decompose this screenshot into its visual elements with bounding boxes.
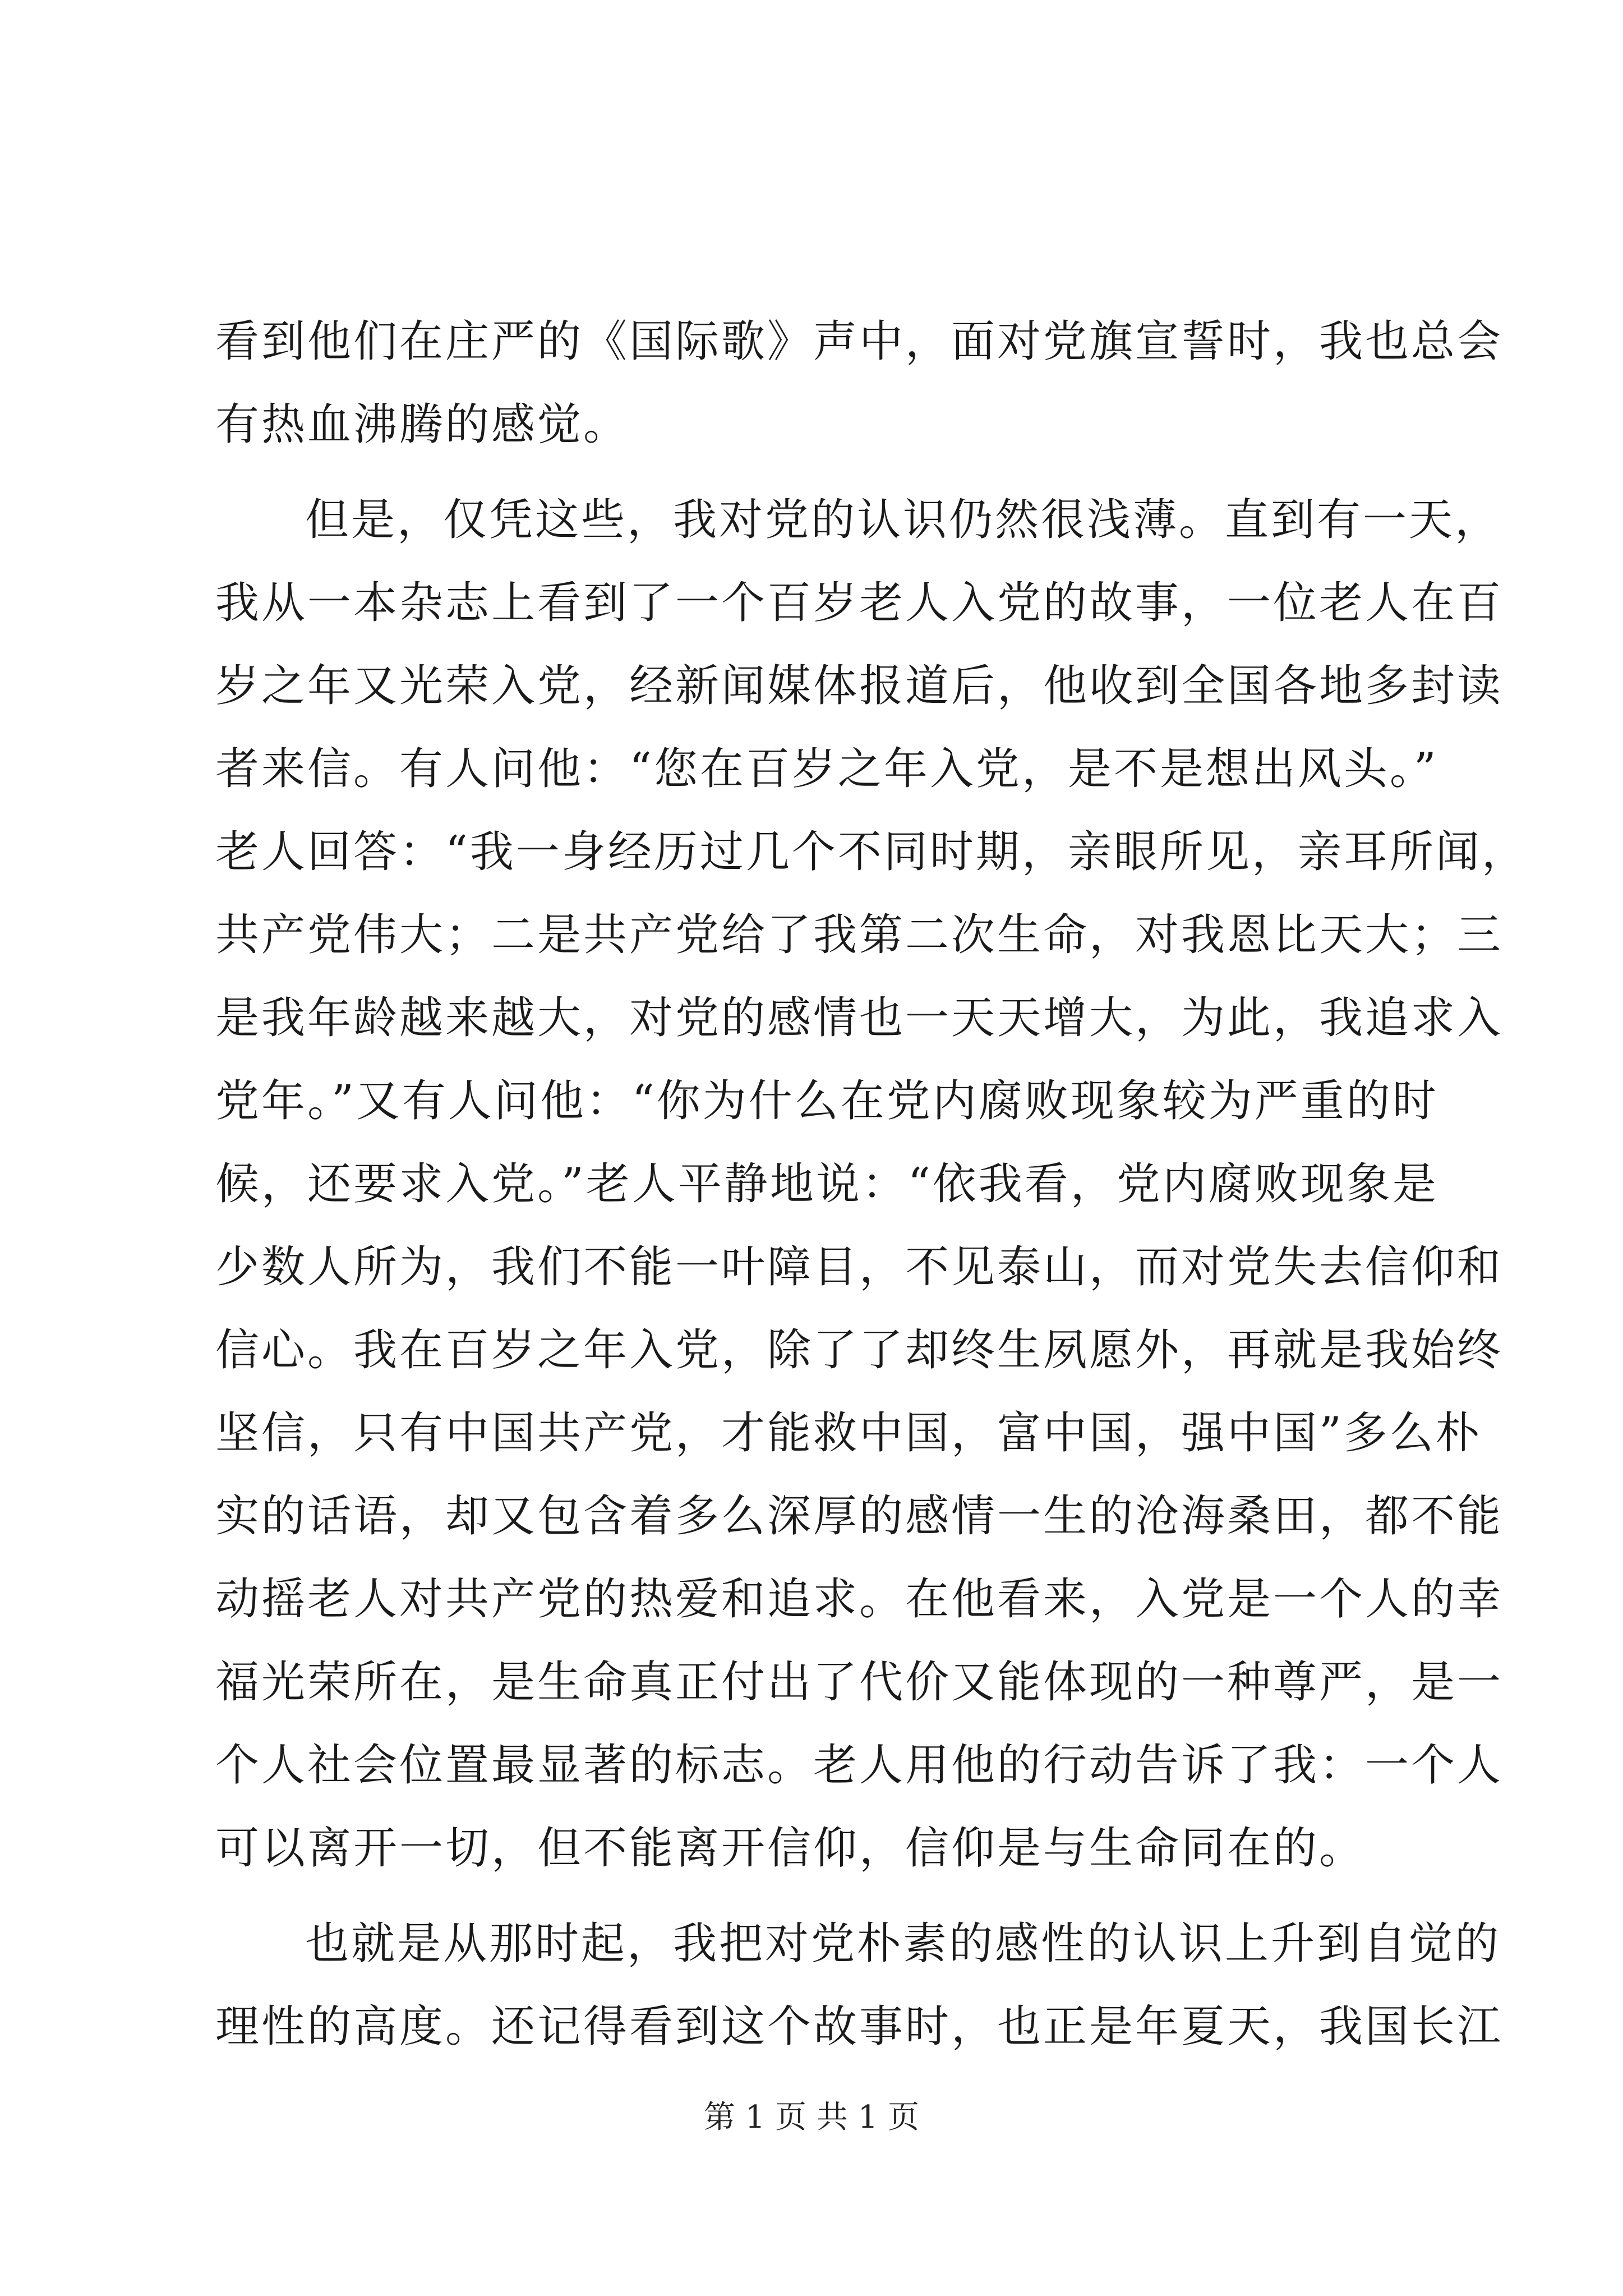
paragraph xyxy=(215,300,1504,466)
text-line: 党年。”又有人问他：“你为什么在党内腐败现象较为严重的时 xyxy=(215,1076,1438,1126)
text-line: 候，还要求入党。”老人平静地说：“依我看，党内腐败现象是 xyxy=(215,1159,1438,1209)
text-line: 也就是从那时起，我把对党朴素的感性的认识上升到自觉的 xyxy=(305,1918,1501,1969)
text-line: 动摇老人对共产党的热爱和追求。在他看来，入党是一个人的幸 xyxy=(215,1574,1504,1625)
text-line: 我从一本杂志上看到了一个百岁老人入党的故事，一位老人在百 xyxy=(215,578,1504,628)
text-line: 共产党伟大；二是共产党给了我第二次生命，对我恩比天大；三 xyxy=(215,910,1504,960)
paragraph xyxy=(215,478,1528,1890)
body-text xyxy=(215,300,1528,2068)
text-line: 有热血沸腾的感觉。 xyxy=(215,399,630,450)
text-line: 是我年龄越来越大，对党的感情也一天天增大，为此，我追求入 xyxy=(215,993,1504,1043)
text-line: 个人社会位置最显著的标志。老人用他的行动告诉了我：一个人 xyxy=(215,1740,1504,1791)
text-line: 实的话语，却又包含着多么深厚的感情一生的沧海桑田，都不能 xyxy=(215,1491,1504,1542)
text-line: 少数人所为，我们不能一叶障目，不见泰山，而对党失去信仰和 xyxy=(215,1242,1504,1292)
text-line: 岁之年又光荣入党，经新闻媒体报道后，他收到全国各地多封读 xyxy=(215,661,1504,711)
page-footer: 第 1 页 共 1 页 xyxy=(703,2099,920,2136)
paragraph xyxy=(215,1902,1504,2068)
text-line: 者来信。有人问他：“您在百岁之年入党，是不是想出风头。” xyxy=(215,744,1438,794)
text-line: 但是，仅凭这些，我对党的认识仍然很浅薄。直到有一天， xyxy=(305,495,1501,545)
text-line: 信心。我在百岁之年入党，除了了却终生夙愿外，再就是我始终 xyxy=(215,1325,1504,1375)
text-line: 坚信，只有中国共产党，才能救中国，富中国，强中国”多么朴 xyxy=(215,1408,1482,1458)
text-line: 可以离开一切，但不能离开信仰，信仰是与生命同在的。 xyxy=(215,1823,1366,1874)
text-line: 看到他们在庄严的《国际歌》声中，面对党旗宣誓时，我也总会 xyxy=(215,316,1504,367)
text-line: 理性的高度。还记得看到这个故事时，也正是年夏天，我国长江 xyxy=(215,2001,1504,2052)
text-line: 福光荣所在，是生命真正付出了代价又能体现的一种尊严，是一 xyxy=(215,1657,1504,1708)
text-line: 老人回答：“我一身经历过几个不同时期，亲眼所见，亲耳所闻， xyxy=(215,827,1528,877)
